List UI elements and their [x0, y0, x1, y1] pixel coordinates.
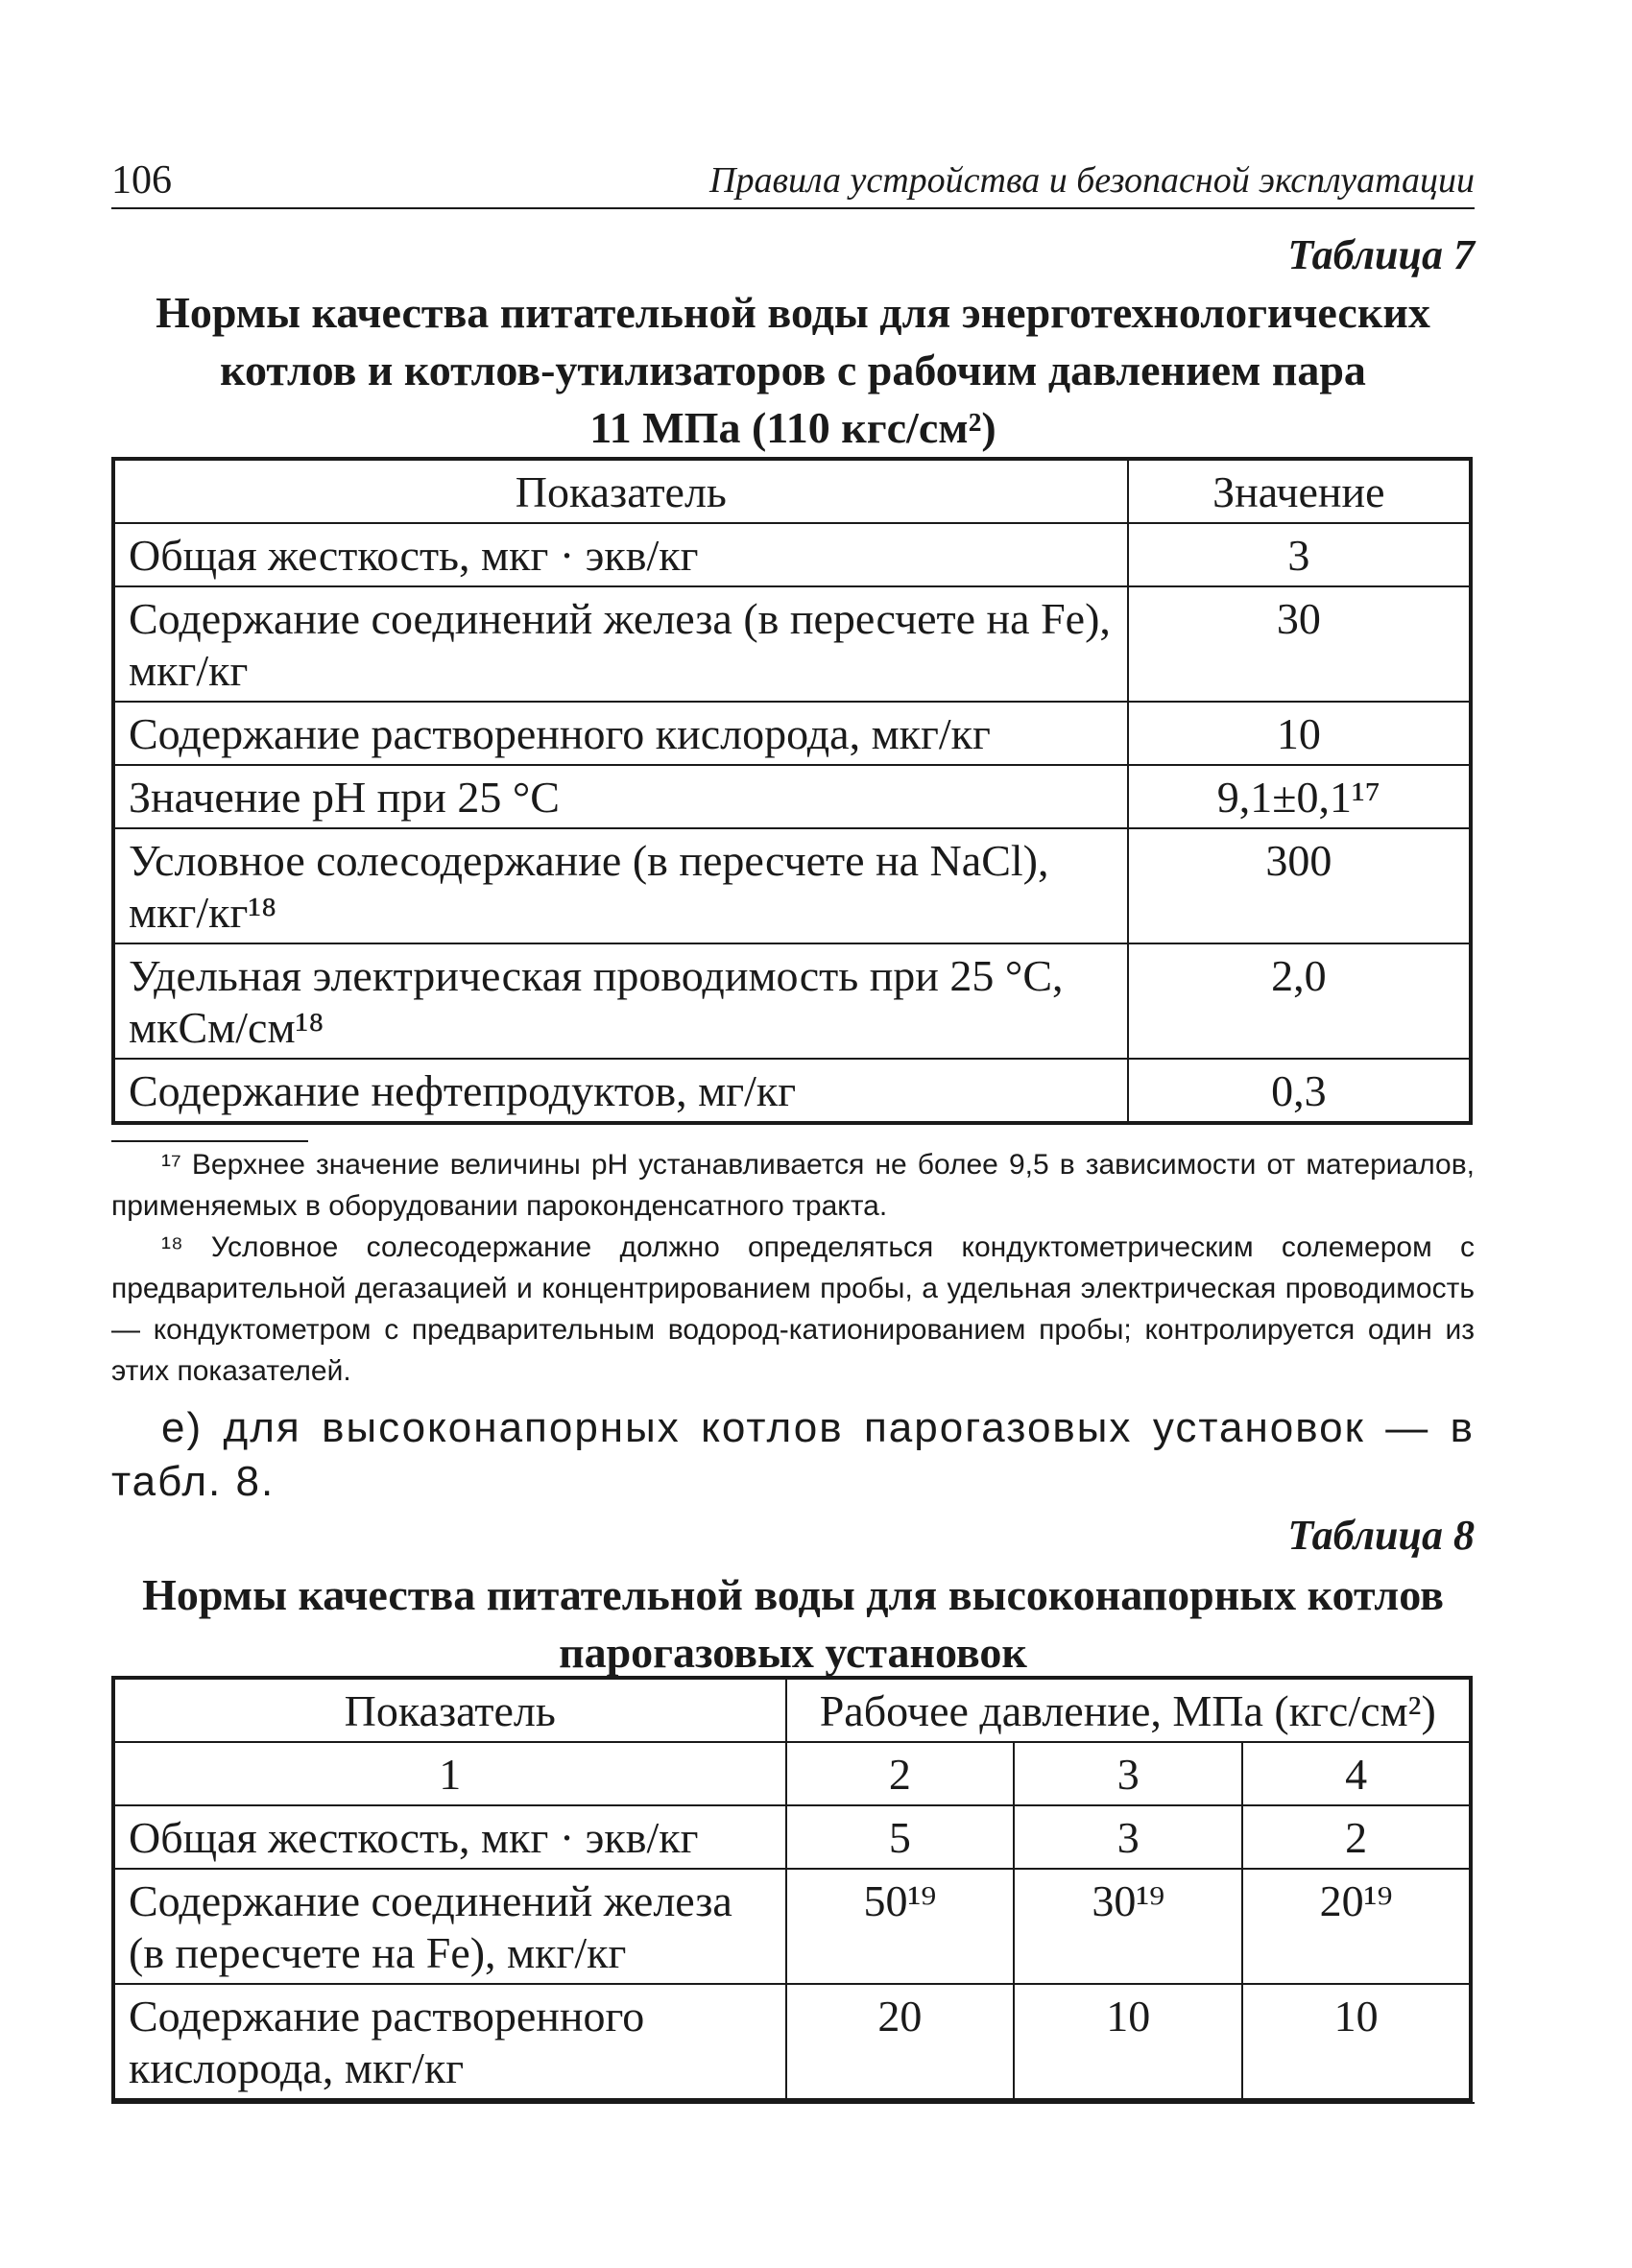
table8-column-number-row — [113, 1742, 1471, 1805]
table8-value-cell: 20¹⁹ — [1242, 1869, 1471, 1984]
table8-indicator-cell: Содержание растворенного кислорода, мкг/кг — [113, 1984, 786, 2100]
bottom-divider — [111, 2102, 1475, 2104]
table8-value-cell: 50¹⁹ — [786, 1869, 1015, 1984]
table7-indicator-cell: Условное солесодержание (в пересчете на NaCl), мкг/кг¹⁸ — [113, 828, 1128, 943]
table8-value-cell: 10 — [1014, 1984, 1242, 2100]
table7-header-row — [113, 459, 1471, 523]
table7-value-cell: 0,3 — [1128, 1059, 1471, 1123]
table8-indicator-cell: Содержание соединений железа (в пересчете на Fe), мкг/кг — [113, 1869, 786, 1984]
table8-title-line: Нормы качества питательной воды для высоконапорных котлов — [142, 1570, 1444, 1619]
table7-value-cell: 9,1±0,1¹⁷ — [1128, 765, 1471, 828]
table-row — [113, 943, 1471, 1059]
table8-value-cell: 5 — [786, 1805, 1015, 1869]
table8-column-number: 4 — [1242, 1742, 1471, 1805]
table7-indicator-cell: Содержание нефтепродуктов, мг/кг — [113, 1059, 1128, 1123]
footnote-17 — [111, 1144, 1475, 1227]
footnote-17-text: ¹⁷ Верхнее значение величины pH устанавливается не более 9,5 в зависимости от материалов, применяемых в оборудовании пароконденсатного тракта. — [111, 1149, 1475, 1222]
table7-header-indicator: Показатель — [113, 459, 1128, 523]
table8-column-number: 3 — [1014, 1742, 1242, 1805]
footnote-18-text: ¹⁸ Условное солесодержание должно определяться кондуктометрическим солемером с предварительной дегазацией и концентрированием пробы, а удельная электрическая проводимость — кондуктометром с предварительным водород-катионированием пробы; контролируется один из этих показателей. — [111, 1231, 1475, 1387]
table7 — [111, 457, 1473, 1125]
table8-indicator-cell: Общая жесткость, мкг · экв/кг — [113, 1805, 786, 1869]
table7-title-line: котлов и котлов-утилизаторов с рабочим давлением пара — [220, 346, 1366, 394]
page-header — [111, 154, 1475, 209]
table8-caption: Таблица 8 — [1287, 1512, 1475, 1559]
table-row — [113, 586, 1471, 702]
body-paragraph — [111, 1401, 1475, 1509]
table7-indicator-cell: Общая жесткость, мкг · экв/кг — [113, 523, 1128, 586]
table8-header-indicator: Показатель — [113, 1678, 786, 1742]
footnote-18 — [111, 1227, 1475, 1392]
table7-indicator-cell: Удельная электрическая проводимость при 25 °С, мкСм/см¹⁸ — [113, 943, 1128, 1059]
table-row — [113, 1059, 1471, 1123]
running-title: Правила устройства и безопасной эксплуатации — [709, 160, 1475, 201]
table8-value-cell: 20 — [786, 1984, 1015, 2100]
table7-indicator-cell: Содержание растворенного кислорода, мкг/кг — [113, 702, 1128, 765]
table-row — [113, 702, 1471, 765]
footnote-divider — [111, 1140, 308, 1142]
table-row — [113, 1805, 1471, 1869]
table8-value-cell: 10 — [1242, 1984, 1471, 2100]
table8-value-cell: 3 — [1014, 1805, 1242, 1869]
table8-value-cell: 2 — [1242, 1805, 1471, 1869]
table7-title-line: Нормы качества питательной воды для энерготехнологических — [156, 288, 1430, 337]
table8-title — [111, 1566, 1475, 1682]
table-row — [113, 1984, 1471, 2100]
table7-value-cell: 300 — [1128, 828, 1471, 943]
table8-header-pressure: Рабочее давление, МПа (кгс/см²) — [786, 1678, 1472, 1742]
table-row — [113, 828, 1471, 943]
table7-value-cell: 10 — [1128, 702, 1471, 765]
table7-header-value: Значение — [1128, 459, 1471, 523]
table8-column-number: 2 — [786, 1742, 1015, 1805]
body-paragraph-text: е) для высоконапорных котлов парогазовых установок — в табл. 8. — [111, 1404, 1475, 1505]
page-number: 106 — [111, 158, 172, 203]
table8 — [111, 1676, 1473, 2102]
table7-value-cell: 3 — [1128, 523, 1471, 586]
table7-title — [111, 284, 1475, 457]
table-row — [113, 1869, 1471, 1984]
table8-header-row — [113, 1678, 1471, 1742]
table7-indicator-cell: Содержание соединений железа (в пересчете на Fe), мкг/кг — [113, 586, 1128, 702]
table7-caption: Таблица 7 — [1287, 231, 1475, 278]
table7-title-line: 11 МПа (110 кгс/см²) — [589, 403, 996, 452]
table7-value-cell: 2,0 — [1128, 943, 1471, 1059]
table-row — [113, 523, 1471, 586]
table8-title-line: парогазовых установок — [559, 1628, 1027, 1677]
table7-indicator-cell: Значение pH при 25 °С — [113, 765, 1128, 828]
table8-value-cell: 30¹⁹ — [1014, 1869, 1242, 1984]
table-row — [113, 765, 1471, 828]
table8-column-number: 1 — [113, 1742, 786, 1805]
table7-value-cell: 30 — [1128, 586, 1471, 702]
